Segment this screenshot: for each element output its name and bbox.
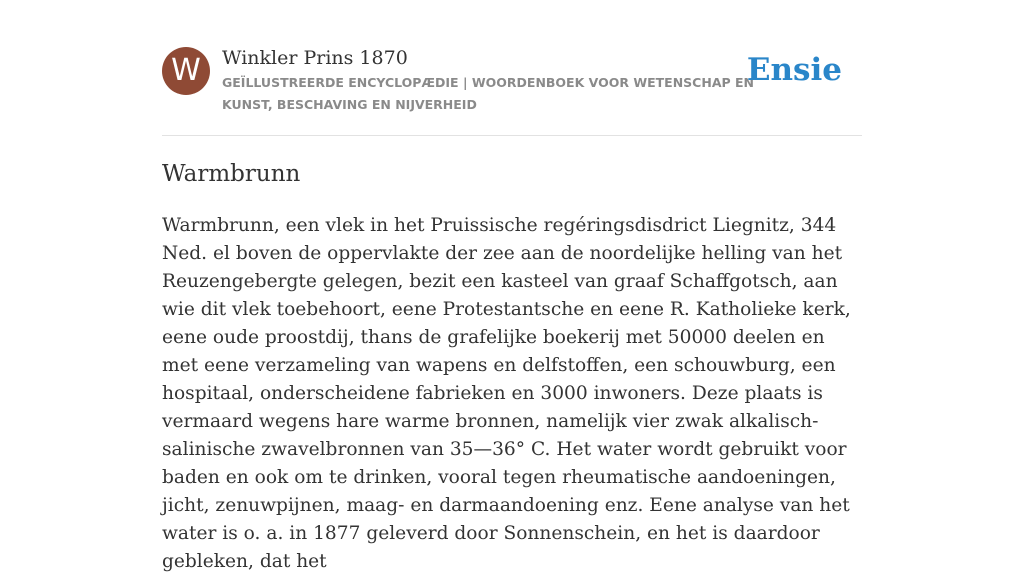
article-body: Warmbrunn, een vlek in het Pruissische regéringsdisdrict Liegnitz, 344 Ned. el boven de oppervlakte der zee aan de noordelijke helling van het Reuzengebergte gelegen, bezit een kasteel van graaf Schaffgotsch, aan wie dit vlek toebehoort, eene Protestantsche en eene R. Katholieke kerk, eene oude proostdij, thans de grafelijke boekerij met 50000 deelen en met eene verzameling van wapens en delfstoffen, een schouwburg, een hospitaal, onderscheidene fabrieken en 3000 inwoners. Deze plaats is vermaard wegens hare warme bronnen, namelijk vier zwak alkalisch-salinische zwavelbronnen van 35—36° C. Het water wordt gebruikt voor baden en ook om te drinken, vooral tegen rheumatische aandoeningen, jicht, zenuwpijnen, maag- en darmaandoening enz. Eene analyse van het water is o. a. in 1877 geleverd door Sonnenschein, en het is daardoor gebleken, dat het xyxy=(162,215,851,572)
source-title[interactable]: Winkler Prins 1870 xyxy=(222,47,408,69)
article-title: Warmbrunn xyxy=(162,161,301,187)
divider xyxy=(162,135,862,136)
ensie-logo[interactable]: Ensie xyxy=(746,52,842,88)
avatar[interactable]: W xyxy=(162,47,210,95)
source-header xyxy=(162,46,862,136)
source-subtitle: GEÏLLUSTREERDE ENCYCLOPÆDIE | WOORDENBOEK VOOR WETENSCHAP EN KUNST, BESCHAVING EN NIJVERHEID xyxy=(222,75,755,112)
